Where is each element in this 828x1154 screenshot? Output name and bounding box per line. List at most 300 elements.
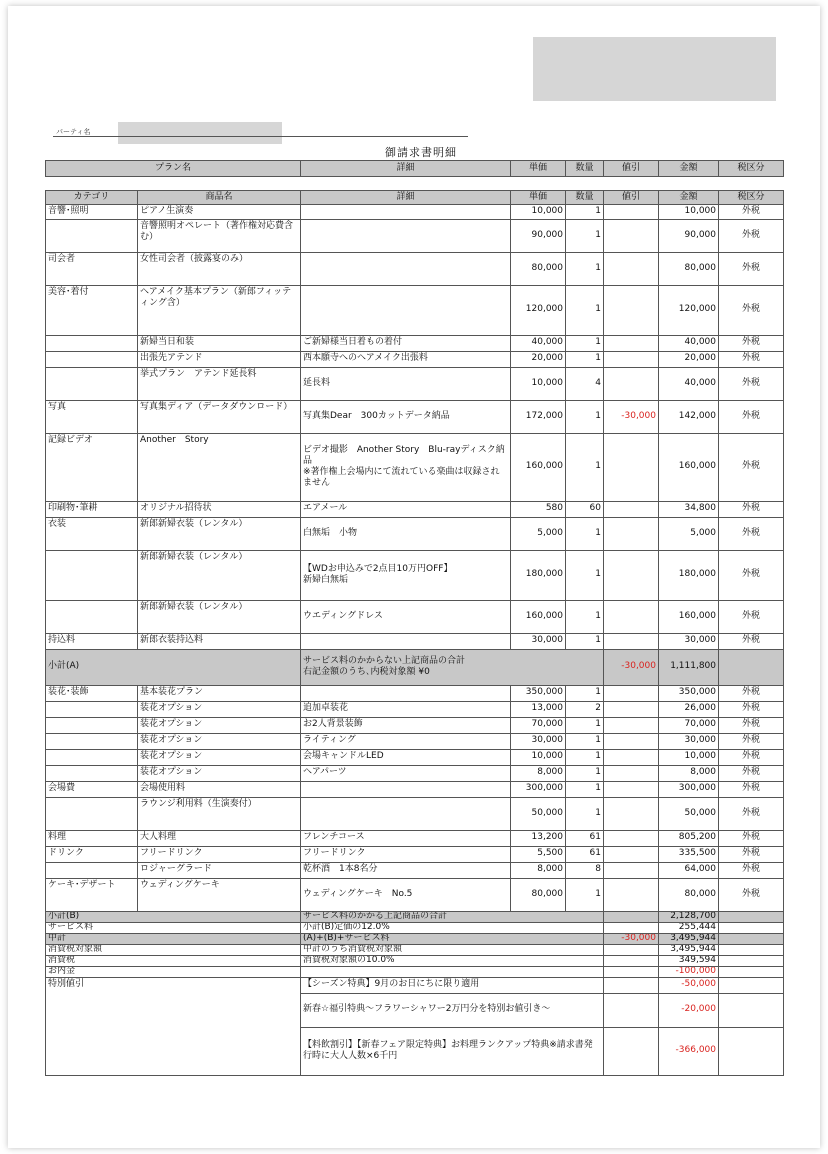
item-name-cell: 音響照明オペレート（著作権対応費含む） — [138, 219, 301, 252]
tax-type-cell: 外税 — [719, 367, 784, 400]
category-cell: 料理 — [46, 830, 138, 846]
total-discount — [604, 911, 659, 922]
category-cell — [46, 335, 138, 351]
item-row — [46, 733, 784, 749]
tax-type-cell: 外税 — [719, 335, 784, 351]
item-row — [46, 367, 784, 400]
item-row — [46, 685, 784, 701]
quantity-cell: 1 — [566, 600, 604, 633]
discount-cell: -30,000 — [604, 400, 659, 433]
total-row — [46, 933, 784, 944]
item-name-cell: 写真集ディア（データダウンロード） — [138, 400, 301, 433]
discount-cell — [604, 501, 659, 517]
unit-price-cell: 172,000 — [511, 400, 566, 433]
discount-cell — [604, 878, 659, 911]
unit-price-cell: 90,000 — [511, 219, 566, 252]
special-discount-tax — [719, 977, 784, 993]
item-name-cell: 女性司会者（披露宴のみ） — [138, 252, 301, 285]
special-discount-amount: -366,000 — [659, 1027, 719, 1075]
item-name-cell: ラウンジ利用料（生演奏付） — [138, 797, 301, 830]
amount-cell: 160,000 — [659, 433, 719, 501]
item-name-cell: 会場使用料 — [138, 781, 301, 797]
header-cell: 税区分 — [719, 161, 784, 177]
amount-cell: 30,000 — [659, 633, 719, 649]
item-row — [46, 335, 784, 351]
unit-price-cell: 30,000 — [511, 633, 566, 649]
amount-cell: 10,000 — [659, 749, 719, 765]
quantity-cell: 1 — [566, 205, 604, 219]
item-name-cell: 大人料理 — [138, 830, 301, 846]
total-label: お内金 — [46, 966, 301, 977]
discount-cell — [604, 550, 659, 600]
category-cell — [46, 797, 138, 830]
total-detail: 中計のうち消費税対象額 — [301, 944, 604, 955]
item-name-cell: 基本装花プラン — [138, 685, 301, 701]
item-detail-cell: ビデオ撮影 Another Story Blu-rayディスク納品 ※著作権上会場内にて流れている楽曲は収録されません — [301, 433, 511, 501]
column-header: 金額 — [659, 191, 719, 205]
tax-type-cell: 外税 — [719, 550, 784, 600]
unit-price-cell: 180,000 — [511, 550, 566, 600]
total-detail: 消費税対象額の10.0% — [301, 955, 604, 966]
discount-cell — [604, 701, 659, 717]
unit-price-cell: 160,000 — [511, 600, 566, 633]
item-name-cell: 装花オプション — [138, 733, 301, 749]
quantity-cell: 1 — [566, 878, 604, 911]
column-header: カテゴリ — [46, 191, 138, 205]
special-discount-detail: 新春☆福引特典～フラワーシャワー2万円分を特別お値引き～ — [301, 993, 604, 1027]
total-row — [46, 922, 784, 933]
total-amount: 3,495,944 — [659, 933, 719, 944]
category-cell — [46, 600, 138, 633]
unit-price-cell: 80,000 — [511, 252, 566, 285]
redacted-block — [533, 37, 776, 101]
unit-price-cell: 580 — [511, 501, 566, 517]
tax-type-cell: 外税 — [719, 685, 784, 701]
item-name-cell: オリジナル招待状 — [138, 501, 301, 517]
subtotal-a-row — [46, 649, 784, 685]
party-name-underline — [53, 136, 468, 137]
unit-price-cell: 10,000 — [511, 367, 566, 400]
amount-cell: 64,000 — [659, 862, 719, 878]
header-cell: 金額 — [659, 161, 719, 177]
discount-cell — [604, 219, 659, 252]
discount-cell — [604, 367, 659, 400]
amount-cell: 40,000 — [659, 367, 719, 400]
item-row — [46, 252, 784, 285]
item-detail-cell — [301, 797, 511, 830]
quantity-cell: 61 — [566, 846, 604, 862]
amount-cell: 350,000 — [659, 685, 719, 701]
special-discount-blank — [604, 1027, 659, 1075]
discount-cell — [604, 797, 659, 830]
redacted-party-name — [118, 122, 282, 144]
tax-type-cell: 外税 — [719, 252, 784, 285]
discount-cell — [604, 633, 659, 649]
special-discount-blank — [604, 977, 659, 993]
item-row — [46, 846, 784, 862]
item-name-cell: 挙式プラン アテンド延長料 — [138, 367, 301, 400]
category-cell: 衣装 — [46, 517, 138, 550]
tax-type-cell: 外税 — [719, 633, 784, 649]
amount-cell: 80,000 — [659, 878, 719, 911]
category-cell — [46, 717, 138, 733]
amount-cell: 50,000 — [659, 797, 719, 830]
party-name-label: パーティ名 — [56, 128, 91, 136]
item-row — [46, 433, 784, 501]
tax-type-cell: 外税 — [719, 205, 784, 219]
item-detail-cell: ヘアパーツ — [301, 765, 511, 781]
item-detail-cell: ウェディングケーキ No.5 — [301, 878, 511, 911]
tax-type-cell: 外税 — [719, 733, 784, 749]
item-row — [46, 781, 784, 797]
total-tax — [719, 922, 784, 933]
quantity-cell: 1 — [566, 685, 604, 701]
column-header: 単価 — [511, 191, 566, 205]
amount-cell: 80,000 — [659, 252, 719, 285]
discount-cell — [604, 830, 659, 846]
item-row — [46, 517, 784, 550]
unit-price-cell: 50,000 — [511, 797, 566, 830]
total-row — [46, 944, 784, 955]
amount-cell: 10,000 — [659, 205, 719, 219]
category-cell — [46, 351, 138, 367]
category-cell: 装花･装飾 — [46, 685, 138, 701]
total-row — [46, 966, 784, 977]
quantity-cell: 1 — [566, 550, 604, 600]
quantity-cell: 1 — [566, 517, 604, 550]
amount-cell: 26,000 — [659, 701, 719, 717]
amount-cell: 335,500 — [659, 846, 719, 862]
item-row — [46, 600, 784, 633]
item-row — [46, 550, 784, 600]
item-detail-cell — [301, 285, 511, 335]
tax-type-cell: 外税 — [719, 517, 784, 550]
quantity-cell: 1 — [566, 400, 604, 433]
item-detail-cell: 乾杯酒 1本8名分 — [301, 862, 511, 878]
special-discount-blank — [604, 993, 659, 1027]
total-amount: 2,128,700 — [659, 911, 719, 922]
header-cell: 詳細 — [301, 161, 511, 177]
unit-price-cell: 13,000 — [511, 701, 566, 717]
quantity-cell: 1 — [566, 252, 604, 285]
item-row — [46, 749, 784, 765]
amount-cell: 142,000 — [659, 400, 719, 433]
category-cell: 印刷物･筆耕 — [46, 501, 138, 517]
item-detail-cell — [301, 685, 511, 701]
tax-type-cell: 外税 — [719, 400, 784, 433]
unit-price-cell: 70,000 — [511, 717, 566, 733]
quantity-cell: 1 — [566, 433, 604, 501]
tax-type-cell: 外税 — [719, 846, 784, 862]
item-row — [46, 878, 784, 911]
unit-price-cell: 80,000 — [511, 878, 566, 911]
quantity-cell: 1 — [566, 351, 604, 367]
amount-cell: 805,200 — [659, 830, 719, 846]
total-amount: 3,495,944 — [659, 944, 719, 955]
unit-price-cell: 30,000 — [511, 733, 566, 749]
subtotal-a-amount: 1,111,800 — [659, 649, 719, 685]
item-detail-cell: 追加卓装花 — [301, 701, 511, 717]
special-discount-row — [46, 977, 784, 993]
item-detail-cell: フリードリンク — [301, 846, 511, 862]
item-detail-cell — [301, 633, 511, 649]
discount-cell — [604, 781, 659, 797]
unit-price-cell: 5,000 — [511, 517, 566, 550]
document-title: 御請求書明細 — [385, 146, 457, 159]
total-label: サービス料 — [46, 922, 301, 933]
quantity-cell: 61 — [566, 830, 604, 846]
amount-cell: 120,000 — [659, 285, 719, 335]
special-discount-tax — [719, 1027, 784, 1075]
total-amount: -100,000 — [659, 966, 719, 977]
header-cell: 数量 — [566, 161, 604, 177]
total-label: 消費税対象額 — [46, 944, 301, 955]
total-tax — [719, 911, 784, 922]
total-discount — [604, 922, 659, 933]
unit-price-cell: 10,000 — [511, 205, 566, 219]
item-detail-cell: エアメール — [301, 501, 511, 517]
item-name-cell: 新郎新婦衣装（レンタル） — [138, 600, 301, 633]
discount-cell — [604, 749, 659, 765]
category-cell: 美容･着付 — [46, 285, 138, 335]
tax-type-cell: 外税 — [719, 433, 784, 501]
item-detail-cell: 【WDお申込みで2点目10万円OFF】 新婦白無垢 — [301, 550, 511, 600]
total-detail: (A)+(B)+サービス料 — [301, 933, 604, 944]
item-name-cell: ヘアメイク基本プラン（新郎フィッティング含） — [138, 285, 301, 335]
unit-price-cell: 160,000 — [511, 433, 566, 501]
discount-cell — [604, 765, 659, 781]
total-discount: -30,000 — [604, 933, 659, 944]
unit-price-cell: 120,000 — [511, 285, 566, 335]
discount-cell — [604, 351, 659, 367]
item-row — [46, 717, 784, 733]
item-name-cell: 新郎新婦衣装（レンタル） — [138, 550, 301, 600]
item-row — [46, 765, 784, 781]
discount-cell — [604, 846, 659, 862]
item-row — [46, 219, 784, 252]
item-name-cell: ウェディングケーキ — [138, 878, 301, 911]
category-cell — [46, 367, 138, 400]
item-row — [46, 797, 784, 830]
item-row — [46, 501, 784, 517]
tax-type-cell: 外税 — [719, 781, 784, 797]
item-name-cell: 新郎衣装持込料 — [138, 633, 301, 649]
discount-cell — [604, 252, 659, 285]
item-name-cell: フリードリンク — [138, 846, 301, 862]
item-name-cell: Another Story — [138, 433, 301, 501]
item-name-cell: ピアノ生演奏 — [138, 205, 301, 219]
item-detail-cell — [301, 205, 511, 219]
column-header: 数量 — [566, 191, 604, 205]
category-cell: 写真 — [46, 400, 138, 433]
item-name-cell: 装花オプション — [138, 717, 301, 733]
unit-price-cell: 10,000 — [511, 749, 566, 765]
total-row — [46, 911, 784, 922]
column-header: 商品名 — [138, 191, 301, 205]
discount-cell — [604, 433, 659, 501]
subtotal-a-label: 小計(A) — [46, 649, 301, 685]
detail-table — [45, 190, 784, 1076]
category-cell — [46, 550, 138, 600]
total-detail: 小計(B)定価の12.0% — [301, 922, 604, 933]
discount-cell — [604, 600, 659, 633]
amount-cell: 5,000 — [659, 517, 719, 550]
item-row — [46, 400, 784, 433]
quantity-cell: 60 — [566, 501, 604, 517]
column-header: 詳細 — [301, 191, 511, 205]
total-amount: 255,444 — [659, 922, 719, 933]
item-detail-cell: 白無垢 小物 — [301, 517, 511, 550]
unit-price-cell: 8,000 — [511, 862, 566, 878]
header-cell: 単価 — [511, 161, 566, 177]
item-row — [46, 285, 784, 335]
category-cell: 司会者 — [46, 252, 138, 285]
column-header-row — [46, 191, 784, 205]
total-amount: 349,594 — [659, 955, 719, 966]
item-name-cell: 装花オプション — [138, 765, 301, 781]
special-discount-detail: 【料飲割引】【新春フェア限定特典】お料理ランクアップ特典※請求書発行時に大人人数×6千円 — [301, 1027, 604, 1075]
tax-type-cell: 外税 — [719, 717, 784, 733]
total-discount — [604, 944, 659, 955]
total-detail — [301, 966, 604, 977]
quantity-cell: 1 — [566, 733, 604, 749]
item-name-cell: 出張先アテンド — [138, 351, 301, 367]
unit-price-cell: 13,200 — [511, 830, 566, 846]
quantity-cell: 1 — [566, 633, 604, 649]
total-tax — [719, 944, 784, 955]
category-cell: 会場費 — [46, 781, 138, 797]
total-discount — [604, 966, 659, 977]
item-detail-cell — [301, 219, 511, 252]
amount-cell: 8,000 — [659, 765, 719, 781]
special-discount-amount: -20,000 — [659, 993, 719, 1027]
total-discount — [604, 955, 659, 966]
item-row — [46, 830, 784, 846]
item-detail-cell: 写真集Dear 300カットデータ納品 — [301, 400, 511, 433]
discount-cell — [604, 733, 659, 749]
category-cell: 音響･照明 — [46, 205, 138, 219]
amount-cell: 180,000 — [659, 550, 719, 600]
item-row — [46, 633, 784, 649]
item-detail-cell: ご新婦様当日着もの着付 — [301, 335, 511, 351]
discount-cell — [604, 685, 659, 701]
tax-type-cell: 外税 — [719, 830, 784, 846]
discount-cell — [604, 517, 659, 550]
quantity-cell: 1 — [566, 219, 604, 252]
amount-cell: 34,800 — [659, 501, 719, 517]
header-cell: 値引 — [604, 161, 659, 177]
category-cell: ケーキ･デザート — [46, 878, 138, 911]
tax-type-cell: 外税 — [719, 878, 784, 911]
item-name-cell: 新郎新婦衣装（レンタル） — [138, 517, 301, 550]
item-detail-cell: ウエディングドレス — [301, 600, 511, 633]
tax-type-cell: 外税 — [719, 797, 784, 830]
column-header: 値引 — [604, 191, 659, 205]
tax-type-cell: 外税 — [719, 765, 784, 781]
tax-type-cell: 外税 — [719, 862, 784, 878]
category-cell: 記録ビデオ — [46, 433, 138, 501]
quantity-cell: 1 — [566, 285, 604, 335]
quantity-cell: 1 — [566, 797, 604, 830]
tax-type-cell: 外税 — [719, 600, 784, 633]
summary-header-table — [45, 160, 784, 177]
quantity-cell: 2 — [566, 701, 604, 717]
special-discount-tax — [719, 993, 784, 1027]
item-row — [46, 701, 784, 717]
category-cell: ドリンク — [46, 846, 138, 862]
total-tax — [719, 955, 784, 966]
category-cell — [46, 701, 138, 717]
discount-cell — [604, 335, 659, 351]
amount-cell: 90,000 — [659, 219, 719, 252]
total-label: 小計(B) — [46, 911, 301, 922]
amount-cell: 30,000 — [659, 733, 719, 749]
item-detail-cell: 延長料 — [301, 367, 511, 400]
amount-cell: 300,000 — [659, 781, 719, 797]
item-name-cell: ロジャーグラード — [138, 862, 301, 878]
quantity-cell: 4 — [566, 367, 604, 400]
total-row — [46, 955, 784, 966]
item-name-cell: 装花オプション — [138, 701, 301, 717]
subtotal-a-tax — [719, 649, 784, 685]
tax-type-cell: 外税 — [719, 701, 784, 717]
tax-type-cell: 外税 — [719, 285, 784, 335]
category-cell: 持込料 — [46, 633, 138, 649]
special-discount-detail: 【シーズン特典】9月のお日にちに限り適用 — [301, 977, 604, 993]
total-detail: サービス料のかかる上記商品の合計 — [301, 911, 604, 922]
item-detail-cell: フレンチコース — [301, 830, 511, 846]
item-detail-cell: ライティング — [301, 733, 511, 749]
category-cell — [46, 733, 138, 749]
column-header: 税区分 — [719, 191, 784, 205]
category-cell — [46, 219, 138, 252]
tax-type-cell: 外税 — [719, 219, 784, 252]
total-label: 消費税 — [46, 955, 301, 966]
amount-cell: 20,000 — [659, 351, 719, 367]
special-discount-amount: -50,000 — [659, 977, 719, 993]
unit-price-cell: 350,000 — [511, 685, 566, 701]
special-discount-label: 特別値引 — [46, 977, 301, 1075]
item-name-cell: 新婦当日和装 — [138, 335, 301, 351]
amount-cell: 70,000 — [659, 717, 719, 733]
item-row — [46, 351, 784, 367]
discount-cell — [604, 285, 659, 335]
unit-price-cell: 5,500 — [511, 846, 566, 862]
unit-price-cell: 300,000 — [511, 781, 566, 797]
subtotal-a-discount: -30,000 — [604, 649, 659, 685]
quantity-cell: 1 — [566, 749, 604, 765]
discount-cell — [604, 862, 659, 878]
item-detail-cell: 会場キャンドルLED — [301, 749, 511, 765]
unit-price-cell: 40,000 — [511, 335, 566, 351]
quantity-cell: 8 — [566, 862, 604, 878]
unit-price-cell: 20,000 — [511, 351, 566, 367]
category-cell — [46, 749, 138, 765]
discount-cell — [604, 717, 659, 733]
quantity-cell: 1 — [566, 765, 604, 781]
item-detail-cell: 西本願寺へのヘアメイク出張料 — [301, 351, 511, 367]
total-label: 中計 — [46, 933, 301, 944]
unit-price-cell: 8,000 — [511, 765, 566, 781]
tax-type-cell: 外税 — [719, 501, 784, 517]
item-row — [46, 862, 784, 878]
category-cell — [46, 862, 138, 878]
quantity-cell: 1 — [566, 781, 604, 797]
summary-header-row — [46, 161, 784, 177]
amount-cell: 160,000 — [659, 600, 719, 633]
category-cell — [46, 765, 138, 781]
discount-cell — [604, 205, 659, 219]
